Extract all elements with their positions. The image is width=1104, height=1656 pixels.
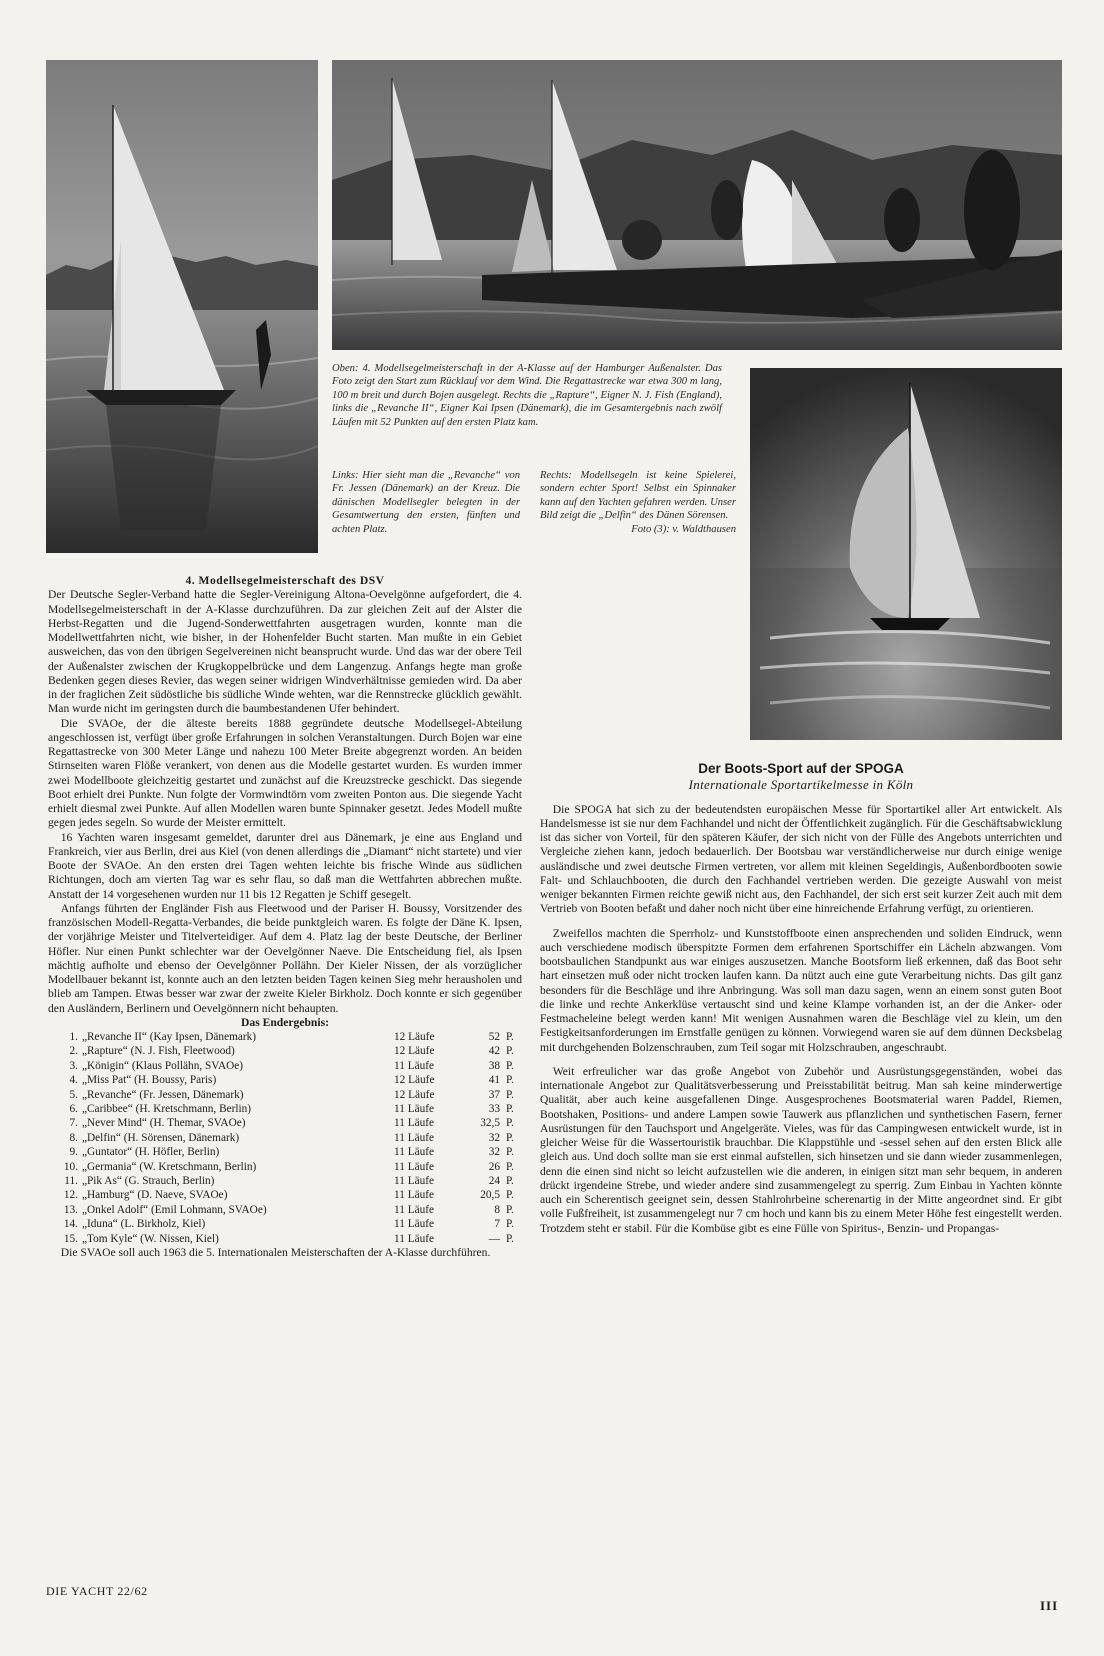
result-points: 41 xyxy=(488,1074,500,1087)
results-row xyxy=(48,1217,520,1231)
result-runs: 11 Läufe xyxy=(394,1189,435,1202)
result-unit: P. xyxy=(506,1117,514,1130)
result-rank: 2. xyxy=(69,1045,78,1058)
result-boat: „Tom Kyle“ (W. Nissen, Kiel) xyxy=(82,1232,219,1245)
result-rank: 3. xyxy=(69,1059,78,1072)
result-boat: „Königin“ (Klaus Pollähn, SVAOe) xyxy=(82,1059,244,1072)
footer-page-number: III xyxy=(1040,1598,1059,1613)
results-row xyxy=(48,1073,520,1087)
result-boat: „Never Mind“ (H. Themar, SVAOe) xyxy=(82,1117,246,1130)
result-runs: 11 Läufe xyxy=(394,1160,435,1173)
result-boat: „Pik As“ (G. Strauch, Berlin) xyxy=(82,1175,215,1188)
result-runs: 12 Läufe xyxy=(394,1088,435,1101)
result-unit: P. xyxy=(506,1175,514,1188)
spoga-title: Der Boots-Sport auf der SPOGA xyxy=(698,761,904,776)
result-unit: P. xyxy=(506,1045,514,1058)
result-boat: „Revanche II“ (Kay Ipsen, Dänemark) xyxy=(82,1031,257,1043)
result-boat: „Revanche“ (Fr. Jessen, Dänemark) xyxy=(82,1088,244,1101)
result-runs: 11 Läufe xyxy=(394,1103,435,1116)
result-runs: 11 Läufe xyxy=(394,1218,435,1231)
photo-credit: Foto (3): v. Waldthausen xyxy=(631,523,736,535)
article-spoga xyxy=(540,762,1062,1236)
result-unit: P. xyxy=(506,1059,514,1072)
spoga-paragraph: Weit erfreulicher war das große Angebot von Zubehör und Ausrüstungsgegenständen, wobei das internationale Angebot zur Qualitätsverbesserung und Preisstabilität beitrug. Man sah keine minderwertige Qualität, aber auch keine ausgefallenen Dinge. Ausgesprochenes Bootsmaterial waren Paddel, Riemen, Bootshaken, Positions- und andere Lampen sowie Tauwerk aus pflanzlichen und synthetischen Fasern, ferner Ausrüstungen für den Tauchsport und Angelgeräte. Vieles, was für das Campingwesen entwickelt wurde, ist in gleicher Weise für die Wassertouristik brauchbar. Die Klappstühle und -sessel sehen auf den ersten Blick alle gleich aus. Und doch sollte man sie erst einmal aufstellen, sich hinsetzen und sie dann wieder zusammenlegen, denn die einen sind nicht so leicht aufzustellen wie die anderen, in einigen sitzt man sehr bequem, in anderen drückt irgendeine Strebe, und wieder andere sind zusammengelegt zu sperrig. Zum Einbau in Yachten könnte auch ein Scherentisch geeignet sein, dessen Stahlrohrbeine scherenartig in der Mitte angeordnet sind. Er gibt volle Fußfreiheit, ist zusammengelegt nur 7 cm hoch und kann bis zu einem Meter Höhe fest eingestellt werden. Trotzdem steht er stabil. Für die Kombüse gibt es eine Fülle von Spiritus-, Benzin- und Propangas- xyxy=(540,1064,1062,1235)
result-rank: 15. xyxy=(63,1232,78,1245)
result-unit: P. xyxy=(506,1088,514,1101)
result-rank: 8. xyxy=(69,1131,78,1144)
results-row xyxy=(48,1030,520,1044)
result-rank: 5. xyxy=(69,1088,78,1101)
article-paragraph: 16 Yachten waren insgesamt gemeldet, darunter drei aus Dänemark, je eine aus England und Frankreich, vier aus Berlin, drei aus Kiel (von denen allerdings die „Diamant“ nicht startete) und vier Boote der SVAOe. An den ersten drei Tagen wehten leichte bis frische Winde aus südlichen Richtungen, doch am vierten Tag war es sehr flau, so daß man die Wettfahrten abbrechen mußte. Anstatt der 14 vorgesehenen wurden nur 11 bis 12 Regatten je Schiff gesegelt. xyxy=(48,830,522,901)
result-unit: P. xyxy=(506,1203,514,1216)
result-points: 32 xyxy=(488,1146,500,1159)
result-rank: 9. xyxy=(69,1146,78,1159)
results-row xyxy=(48,1102,520,1116)
results-row xyxy=(48,1145,520,1159)
result-points: 37 xyxy=(488,1088,500,1101)
result-rank: 11. xyxy=(64,1175,78,1188)
result-points: 33 xyxy=(488,1103,500,1116)
result-unit: P. xyxy=(506,1031,514,1043)
article-modellsegel xyxy=(48,574,522,1260)
result-unit: P. xyxy=(506,1074,514,1087)
result-boat: „Guntator“ (H. Höfler, Berlin) xyxy=(82,1146,220,1159)
result-rank: 1. xyxy=(69,1031,78,1043)
result-boat: „Iduna“ (L. Birkholz, Kiel) xyxy=(82,1218,206,1231)
result-points: 24 xyxy=(488,1175,500,1188)
result-runs: 11 Läufe xyxy=(394,1146,435,1159)
result-runs: 12 Läufe xyxy=(394,1031,435,1043)
caption-right: Rechts: Modellsegeln ist keine Spielerei, sondern echter Sport! Selbst ein Spinnaker kann auf den Yachten gefahren werden. Unser Bild zeigt die „Delfin“ des Dänen Sörensen. xyxy=(540,470,736,522)
result-rank: 6. xyxy=(69,1103,78,1116)
result-points: 8 xyxy=(494,1203,500,1216)
results-row xyxy=(48,1160,520,1174)
result-points: 52 xyxy=(488,1031,500,1043)
article-paragraph: Der Deutsche Segler-Verband hatte die Segler-Vereinigung Altona-Oevelgönne aufgefordert, die 4. Modellsegelmeisterschaft in der A-Klasse durchzuführen. Da zur gleichen Zeit auf der Alster die Herbst-Regatten und die Jugend-Sonderwettfahrten ausgetragen wurden, konnte man die Modellwettfahrten nicht, wie bisher, in der Hohenfelder Bucht starten. Man mußte in ein Gebiet ausweichen, das von den übrigen Segelvereinen nicht beansprucht wurde. Und das war der obere Teil der Außenalster zwischen der Krugkoppelbrücke und dem Langenzug. Anfangs hegte man große Bedenken gegen dieses Revier, das wegen seiner widrigen Windverhältnisse gemieden wird. Da aber in der fraglichen Zeit südöstliche bis südliche Winde wehten, war die Rennstrecke glücklich gewählt. Man wurde nicht im geringsten durch die baumbestandenen Ufer behindert. xyxy=(48,588,522,716)
photo-start-ruecklauf xyxy=(332,60,1062,350)
result-runs: 11 Läufe xyxy=(394,1203,435,1216)
result-boat: „Germania“ (W. Kretschmann, Berlin) xyxy=(82,1160,257,1173)
results-row xyxy=(48,1188,520,1202)
results-title: Das Endergebnis: xyxy=(241,1015,329,1029)
article-closing: Die SVAOe soll auch 1963 die 5. Internationalen Meisterschaften der A-Klasse durchführen. xyxy=(60,1246,491,1260)
result-unit: P. xyxy=(506,1218,514,1231)
result-points: 26 xyxy=(488,1160,500,1173)
results-row xyxy=(48,1232,520,1246)
results-row xyxy=(48,1088,520,1102)
result-boat: „Onkel Adolf“ (Emil Lohmann, SVAOe) xyxy=(82,1203,267,1216)
spoga-paragraph: Zweifellos machten die Sperrholz- und Kunststoffboote einen ansprechenden und soliden Eindruck, wenn auch verschiedene modisch überspitzte Formen dem erfahrenen Sportschiffer ein Lächeln abzwangen. Vom bootsbaulichen Standpunkt aus war einiges auszusetzen. Manche Bootsform ließ erkennen, daß das Boot sehr hart einsetzen muß oder nicht trocken laufen kann. Da nützt auch eine gute Verarbeitung nichts. Das gilt ganz besonders für die Beschläge und ihre Anbringung. Was soll man dazu sagen, wenn an einem sonst guten Boot die linke und rechte Ankerklüse vertauscht sind und keine Klampe vorhanden ist, an der die Anker- oder Festmacheleine belegt werden kann! Mit wenigen Ausnahmen waren die Beschläge viel zu klein, um den Festigkeitsanforderungen im Ernstfalle genügen zu können. Vorwiegend waren sie auf dem dünnen Decksbelag mit durchgehenden Bolzenschrauben, zum Teil sogar mit Holzschrauben, angeschraubt. xyxy=(540,926,1062,1054)
result-unit: P. xyxy=(506,1131,514,1144)
result-boat: „Delfin“ (H. Sörensen, Dänemark) xyxy=(82,1131,240,1144)
article-paragraph: Anfangs führten der Engländer Fish aus Fleetwood und der Pariser H. Boussy, Vorsitzender des französischen Modell-Regatta-Verbandes, die beide punktgleich waren. Es folgte der Däne K. Ipsen, der vorjährige Meister und Titelverteidiger. Auf dem 4. Platz lag der beste Deutsche, der Berliner Höfler. Nur einen Punkt schlechter war der Oevelgönner Naeve. Die Entscheidung fiel, als Ipsen mächtig aufholte und ebenso der Oevelgönner Pollähn. Der Kieler Nissen, der als vorzüglicher Modellbauer bekannt ist, konnte auch an den letzten beiden Tagen keinen Sieg mehr herausholen und blieb am Tampen. Etwas besser war zwar der zweite Kieler Birkholz. Doch konnte er sich gegenüber den Ausländern, Berlinern und Oevelgönnern nicht behaupten. xyxy=(48,901,522,1015)
results-row xyxy=(48,1131,520,1145)
result-points: 38 xyxy=(488,1059,500,1072)
results-row xyxy=(48,1174,520,1188)
article-paragraph: Die SVAOe, der die älteste bereits 1888 gegründete deutsche Modellsegel-Abteilung angeschlossen ist, verfügt über große Erfahrungen in solchen Veranstaltungen. Durch Bojen war eine Regattastrecke von 300 Meter Länge und nahezu 100 Meter Breite abgegrenzt worden. An beiden Stirnseiten waren Flöße verankert, von denen aus die Modelle gestartet wurden. Es wurden immer zwei Modellboote gleichzeitig gestartet und zunächst auf die Kreuzstrecke geschickt. Das siegende Boot erhielt drei Punkte. Nun folgte der Vormwindtörn vom zweiten Ponton aus. Die siegende Yacht erhielt diesmal zwei Punkte. Auf allen Modellen waren bunte Spinnaker gesetzt. Jedes Modell mußte gegen jedes segeln. So wurde der Meister ermittelt. xyxy=(48,716,522,830)
caption-right-block xyxy=(540,469,736,536)
result-rank: 14. xyxy=(63,1218,78,1231)
result-points: — xyxy=(488,1232,500,1245)
results-row xyxy=(48,1059,520,1073)
results-table xyxy=(48,1030,520,1246)
result-runs: 11 Läufe xyxy=(394,1117,435,1130)
result-rank: 12. xyxy=(63,1189,78,1202)
result-runs: 11 Läufe xyxy=(394,1232,435,1245)
footer-publication: DIE YACHT 22/62 xyxy=(46,1584,148,1598)
result-runs: 11 Läufe xyxy=(394,1175,435,1188)
result-runs: 12 Läufe xyxy=(394,1045,435,1058)
result-unit: P. xyxy=(506,1103,514,1116)
results-row xyxy=(48,1116,520,1130)
result-boat: „Rapture“ (N. J. Fish, Fleetwood) xyxy=(82,1045,235,1058)
result-unit: P. xyxy=(506,1189,514,1202)
photo-revanche-kreuz xyxy=(46,60,318,553)
results-row xyxy=(48,1203,520,1217)
caption-left: Links: Hier sieht man die „Revanche“ von Fr. Jessen (Dänemark) an der Kreuz. Die dänischen Modellsegler belegten in der Gesamtwertung den ersten, fünften und achten Platz. xyxy=(332,470,520,535)
result-boat: „Miss Pat“ (H. Boussy, Paris) xyxy=(82,1074,217,1087)
result-points: 32 xyxy=(488,1131,500,1144)
photo-delfin-spinnaker xyxy=(750,368,1062,740)
result-points: 7 xyxy=(494,1218,500,1231)
spoga-subtitle: Internationale Sportartikelmesse in Köln xyxy=(688,777,914,793)
results-row xyxy=(48,1044,520,1058)
result-unit: P. xyxy=(506,1146,514,1159)
result-boat: „Caribbee“ (H. Kretschmann, Berlin) xyxy=(82,1103,252,1116)
result-unit: P. xyxy=(506,1160,514,1173)
result-rank: 10. xyxy=(63,1160,78,1173)
result-runs: 11 Läufe xyxy=(394,1059,435,1072)
result-rank: 4. xyxy=(69,1074,78,1087)
article-title: 4. Modellsegelmeisterschaft des DSV xyxy=(185,574,385,587)
spoga-paragraph: Die SPOGA hat sich zu der bedeutendsten europäischen Messe für Sportartikel aller Art entwickelt. Als Handelsmesse ist sie nur dem Fachhandel und nicht der Öffentlichkeit zugänglich. Für die Geschäftsabwicklung ist das sicher von Vorteil, für den späteren Käufer, der sich nicht von der Fülle des Angebots unterrichten und Vergleiche ziehen kann, jedoch bedauerlich. Der Bootsbau war verständlicherweise nur durch einige wenige ausländische und zwei deutsche Firmen vertreten, vor allem mit kleinen Segeldingis, Außenbordbooten sowie Falt- und Schlauchbooten, die durch den Fachhandel vertrieben werden. Die gezeigte Auswahl von meist weniger bekannten Firmen reichte gewiß nicht aus, den Fachhandel, der sich erst seit kurzer Zeit auch mit dem Vertrieb von Booten befaßt und daher noch nicht über eine hinreichende Erfahrung verfügt, zu orientieren. xyxy=(540,802,1062,916)
result-boat: „Hamburg“ (D. Naeve, SVAOe) xyxy=(82,1189,228,1202)
result-runs: 12 Läufe xyxy=(394,1074,435,1087)
result-rank: 13. xyxy=(63,1203,78,1216)
result-rank: 7. xyxy=(69,1117,78,1130)
result-points: 42 xyxy=(488,1045,500,1058)
caption-top: Oben: 4. Modellsegelmeisterschaft in der A-Klasse auf der Hamburger Außenalster. Das Foto zeigt den Start zum Rücklauf vor dem Wind. Die Regattastrecke war etwa 300 m lang, 100 m breit und durch Bojen ausgelegt. Rechts die „Rapture“, Eigner N. J. Fish (England), links die „Revanche II“, Eigner Kai Ipsen (Dänemark), die im Gesamtergebnis nach zwölf Läufen mit 52 Punkten auf den ersten Platz kam. xyxy=(332,363,722,428)
result-points: 20,5 xyxy=(480,1189,500,1202)
result-points: 32,5 xyxy=(480,1117,500,1130)
result-unit: P. xyxy=(506,1232,514,1245)
result-runs: 11 Läufe xyxy=(394,1131,435,1144)
